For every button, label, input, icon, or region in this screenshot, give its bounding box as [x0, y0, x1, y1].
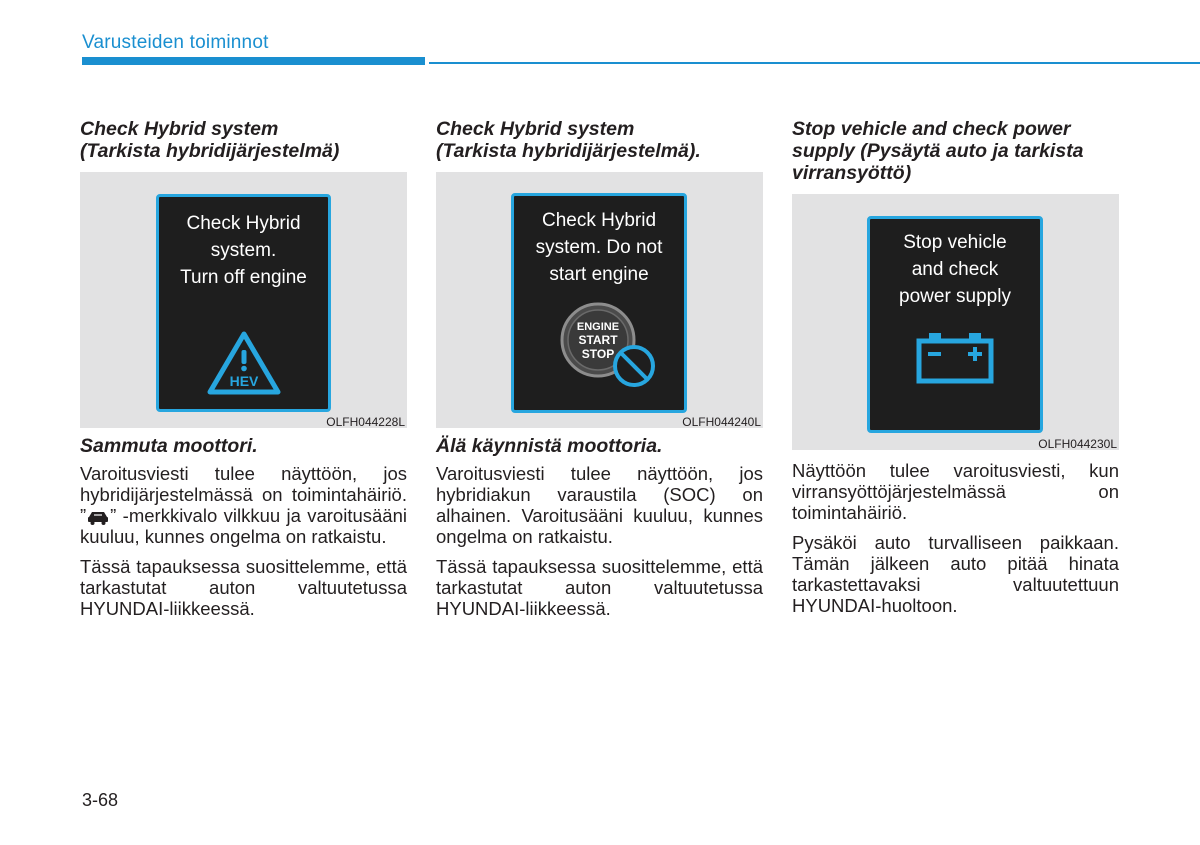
caption: Sammuta moottori.	[80, 435, 258, 457]
display-message: Stop vehicle and check power supply	[899, 232, 1011, 307]
engine-button-line-3: STOP	[581, 347, 615, 361]
caption: Älä käynnistä moottoria.	[436, 435, 663, 457]
figure-code: OLFH044240L	[682, 415, 761, 429]
hybrid-car-warning-icon	[86, 508, 110, 526]
page-number: 3-68	[82, 790, 119, 810]
paragraph: Pysäköi auto turvalliseen paikkaan. Tämän jälkeen auto pitää hinata tarkastettavaksi valtuutettuun HYUNDAI-huoltoon.	[792, 532, 1119, 616]
display-message: Check Hybrid system. Do not start engine	[535, 210, 663, 285]
paragraph: Tässä tapauksessa suosittelemme, että tarkastutat auton valtuutetussa HYUNDAI-liikkeessä.	[436, 556, 763, 619]
hev-label: HEV	[229, 373, 259, 389]
header-rule-thick	[82, 57, 425, 65]
cluster-display	[156, 194, 331, 412]
paragraph: Tässä tapauksessa suosittelemme, että tarkastutat auton valtuutetussa HYUNDAI-liikkeessä.	[80, 556, 407, 619]
figure-code: OLFH044228L	[326, 415, 405, 429]
cluster-display	[867, 216, 1043, 433]
figure	[436, 172, 763, 428]
paragraph: Varoitusviesti tulee näyttöön, jos hybridijärjestelmässä on toimintahäiriö. ” ” -merkkivalo vilkkuu ja varoitusääni kuuluu, kunnes ongelma on ratkaistu.	[80, 463, 407, 547]
display-message: Check Hybrid system. Turn off engine	[180, 213, 307, 288]
paragraph: Varoitusviesti tulee näyttöön, jos hybridiakun varaustila (SOC) on alhainen. Varoitusääni kuuluu, kunnes ongelma on ratkaistu.	[436, 463, 763, 547]
engine-button-line-1: ENGINE	[576, 321, 620, 333]
figure-code: OLFH044230L	[1038, 437, 1117, 451]
engine-button-line-2: START	[578, 333, 618, 347]
cluster-display	[511, 193, 687, 413]
section-title: Stop vehicle and check power supply (Pysäytä auto ja tarkista virransyöttö)	[792, 118, 1084, 184]
section-title: Check Hybrid system (Tarkista hybridijärjestelmä).	[436, 118, 701, 162]
figure	[80, 172, 407, 428]
section-title: Check Hybrid system (Tarkista hybridijärjestelmä)	[80, 118, 340, 162]
section-check-hybrid-turn-off	[80, 118, 407, 628]
battery-icon	[915, 329, 995, 385]
header-title: Varusteiden toiminnot	[82, 32, 269, 53]
engine-start-stop-prohibited-icon	[558, 300, 668, 390]
section-check-hybrid-do-not-start	[436, 118, 763, 628]
section-stop-vehicle	[792, 118, 1119, 625]
header-rule-thin	[429, 62, 1200, 64]
figure	[792, 194, 1119, 450]
hev-warning-triangle-icon	[206, 330, 282, 396]
paragraph: Näyttöön tulee varoitusviesti, kun virransyöttöjärjestelmässä on toimintahäiriö.	[792, 460, 1119, 523]
